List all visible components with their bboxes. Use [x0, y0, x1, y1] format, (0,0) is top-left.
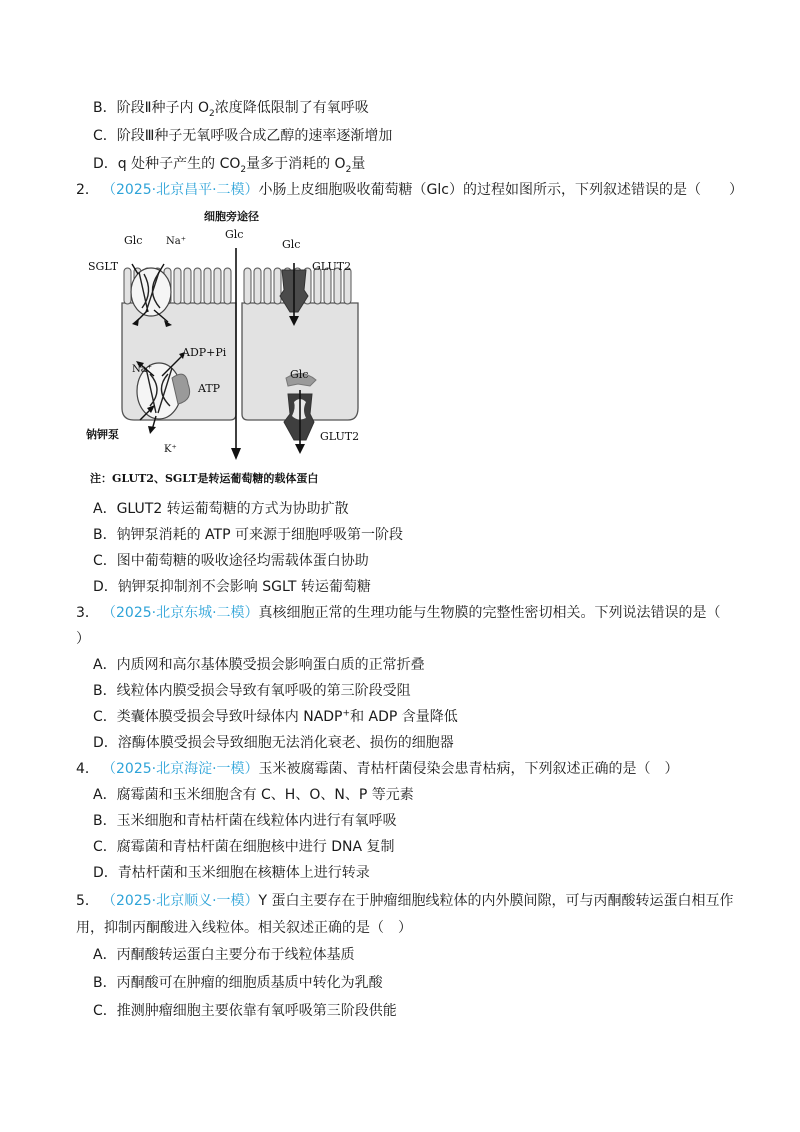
pump-label: 钠钾泵	[86, 428, 119, 441]
k-label: K⁺	[164, 444, 177, 455]
q3-stem: 3． （2025·北京东城·二模）真核细胞正常的生理功能与生物膜的完整性密切相关。下列说法错误的是（	[76, 605, 721, 621]
figure-note: 注：GLUT2、SGLT是转运葡萄糖的载体蛋白	[90, 472, 319, 485]
question-source: （2025·北京海淀·一模）	[102, 761, 259, 777]
q4-stem: 4． （2025·北京海淀·一模）玉米被腐霉菌、青枯杆菌侵染会患青枯病，下列叙述正确的是（ ）	[76, 761, 679, 777]
na-pump-label: Na⁺	[132, 364, 152, 375]
q2-option-d: D．钠钾泵抑制剂不会影响 SGLT 转运葡萄糖	[93, 579, 371, 595]
q2-option-c: C．图中葡萄糖的吸收途径均需载体蛋白协助	[93, 553, 369, 569]
q5-option-c: C．推测肿瘤细胞主要依靠有氧呼吸第三阶段供能	[93, 1003, 397, 1019]
glc-inner-label: Glc	[290, 368, 309, 381]
glucose-absorption-figure	[84, 208, 374, 493]
q1-option-b: B．阶段Ⅱ种子内 $O_2$浓度降低限制了有氧呼吸	[93, 100, 369, 119]
na-left-label: Na⁺	[166, 236, 186, 247]
q3-option-a: A．内质网和高尔基体膜受损会影响蛋白质的正常折叠	[93, 657, 425, 673]
paracellular-arrowhead	[231, 448, 241, 460]
q5-stem-cont: 用，抑制丙酮酸进入线粒体。相关叙述正确的是（ ）	[76, 920, 412, 936]
q1-option-d: D．q 处种子产生的 $CO_2$量多于消耗的 $O_2$量	[93, 156, 366, 175]
atp-label: ATP	[198, 382, 221, 395]
adp-label: ADP+Pi	[182, 346, 227, 359]
q3-option-d: D．溶酶体膜受损会导致细胞无法消化衰老、损伤的细胞器	[93, 735, 454, 751]
question-number: 5．	[76, 893, 99, 909]
question-source: （2025·北京东城·二模）	[102, 605, 259, 621]
figure-title: 细胞旁途径	[204, 210, 259, 223]
q4-option-b: B．玉米细胞和青枯杆菌在线粒体内进行有氧呼吸	[93, 813, 397, 829]
q4-option-a: A．腐霉菌和玉米细胞含有 C、H、O、N、P 等元素	[93, 787, 414, 803]
q2-option-b: B．钠钾泵消耗的 ATP 可来源于细胞呼吸第一阶段	[93, 527, 403, 543]
glc-top-label: Glc	[225, 228, 244, 241]
q5-stem: 5． （2025·北京顺义·一模）Y 蛋白主要存在于肿瘤细胞线粒体的内外膜间隙，可与丙酮酸转运蛋白相互作	[76, 893, 734, 909]
question-source: （2025·北京昌平·二模）	[102, 182, 259, 198]
q1-option-c: C．阶段Ⅲ种子无氧呼吸合成乙醇的速率逐渐增加	[93, 128, 393, 144]
q4-option-c: C．腐霉菌和青枯杆菌在细胞核中进行 DNA 复制	[93, 839, 395, 855]
question-number: 4．	[76, 761, 99, 777]
glc-left-label: Glc	[124, 234, 143, 247]
question-number: 3．	[76, 605, 99, 621]
q5-option-a: A．丙酮酸转运蛋白主要分布于线粒体基质	[93, 947, 355, 963]
sglt-label: SGLT	[88, 260, 119, 273]
q3-stem-cont: ）	[76, 631, 90, 647]
q5-option-b: B．丙酮酸可在肿瘤的细胞质基质中转化为乳酸	[93, 975, 383, 991]
q4-option-d: D．青枯杆菌和玉米细胞在核糖体上进行转录	[93, 865, 370, 881]
q2-option-a: A．GLUT2 转运葡萄糖的方式为协助扩散	[93, 501, 349, 517]
q3-option-c: C．类囊体膜受损会导致叶绿体内 NADP+和 ADP 含量降低	[93, 708, 458, 725]
glut2-bottom-label: GLUT2	[320, 430, 360, 443]
question-number: 2．	[76, 182, 99, 198]
question-source: （2025·北京顺义·一模）	[102, 893, 259, 909]
q3-option-b: B．线粒体内膜受损会导致有氧呼吸的第三阶段受阻	[93, 683, 411, 699]
q2-stem: 2． （2025·北京昌平·二模）小肠上皮细胞吸收葡萄糖（Glc）的过程如图所示，下列叙述错误的是（ ）	[76, 182, 743, 198]
glut2-top-label: GLUT2	[312, 260, 352, 273]
glc-right-label: Glc	[282, 238, 301, 251]
